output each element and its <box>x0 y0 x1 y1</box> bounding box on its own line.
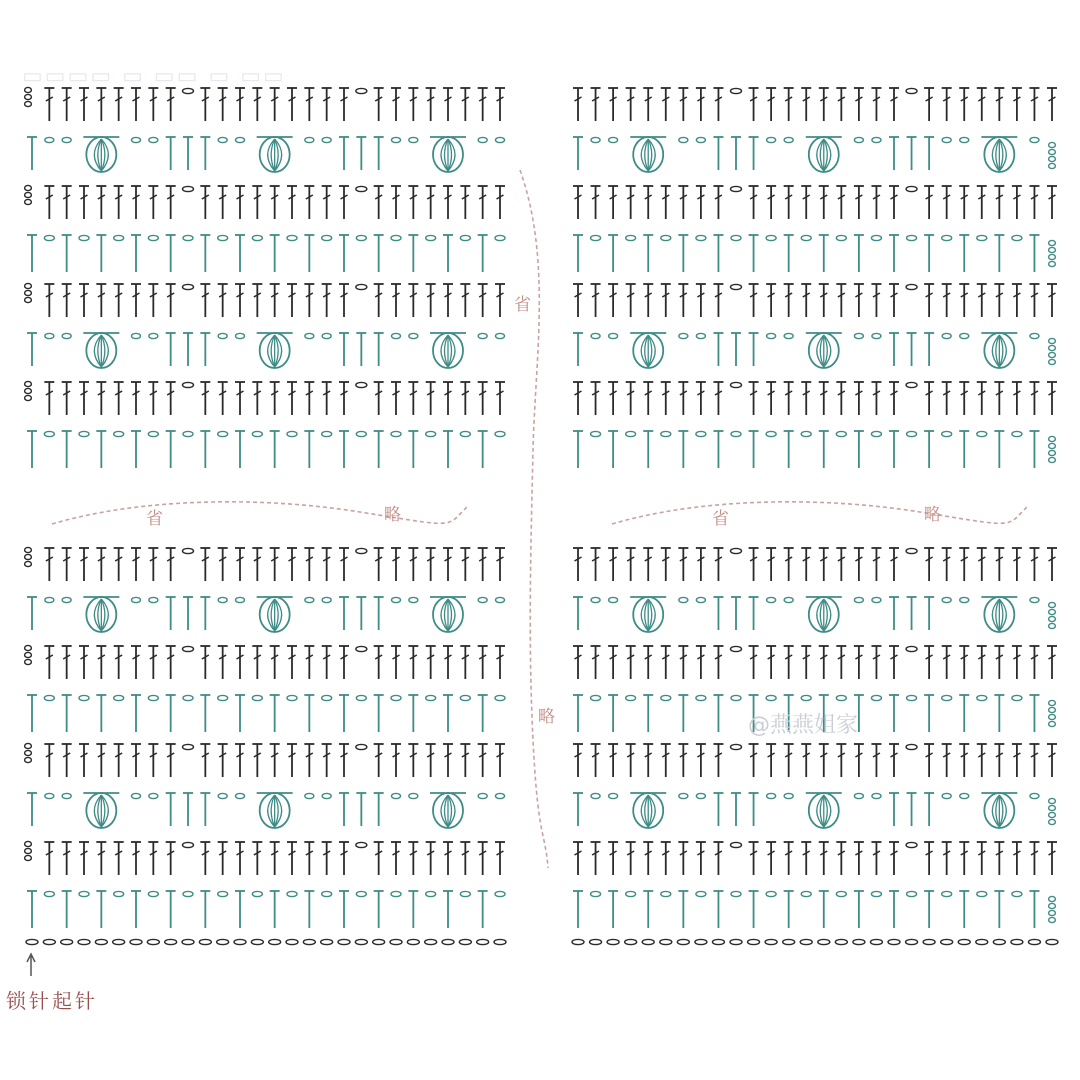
quadrant-top-right <box>573 88 1057 468</box>
pattern-row <box>27 333 505 368</box>
pattern-row <box>27 793 505 828</box>
quadrant-top-left <box>25 87 505 468</box>
pattern-row <box>573 597 1055 632</box>
dc-row <box>25 87 505 121</box>
dc-row <box>25 743 505 777</box>
pattern-row <box>573 235 1055 272</box>
faint-watermark-top: ▭▭▭▭ ▭ ▭▭ ▭ ▭▭ <box>22 64 286 89</box>
pattern-row <box>27 235 505 272</box>
dc-row <box>573 646 1057 679</box>
omit-label-4: 略 <box>384 505 401 525</box>
dc-row <box>573 186 1057 219</box>
dc-row <box>25 283 505 317</box>
pattern-row <box>27 431 505 468</box>
pattern-row <box>573 137 1055 172</box>
dc-row <box>25 185 505 219</box>
quadrant-bottom-right <box>572 548 1058 945</box>
pattern-row <box>573 891 1055 928</box>
pattern-row <box>573 333 1055 368</box>
watermark: @燕燕姐家 <box>748 713 859 738</box>
omit-label-3: 省 <box>146 509 163 529</box>
foundation-chain <box>26 939 506 944</box>
omit-label-2: 略 <box>538 707 555 727</box>
pattern-row <box>27 597 505 632</box>
dc-row <box>25 381 505 415</box>
arrow-icon <box>27 954 35 976</box>
omit-label-1: 省 <box>514 295 531 315</box>
pattern-row <box>27 695 505 732</box>
start-chain-caption: 锁针起针 <box>6 989 98 1013</box>
dc-row <box>573 382 1057 415</box>
dc-row <box>573 842 1057 875</box>
dc-row <box>25 645 505 679</box>
quadrant-bottom-left <box>25 547 506 944</box>
foundation-chain <box>572 939 1058 944</box>
omission-line-horizontal-right <box>612 502 1028 524</box>
pattern-row <box>573 431 1055 468</box>
pattern-row <box>27 891 505 928</box>
dc-row <box>573 548 1057 581</box>
pattern-row <box>573 793 1055 828</box>
dc-row <box>25 547 505 581</box>
omission-line-vertical <box>520 170 548 868</box>
pattern-row <box>27 137 505 172</box>
dc-row <box>573 88 1057 121</box>
omit-label-5: 省 <box>712 509 729 529</box>
dc-row <box>573 744 1057 777</box>
omission-line-horizontal-left <box>52 502 468 524</box>
dc-row <box>573 284 1057 317</box>
dc-row <box>25 841 505 875</box>
omit-label-6: 略 <box>924 505 941 525</box>
